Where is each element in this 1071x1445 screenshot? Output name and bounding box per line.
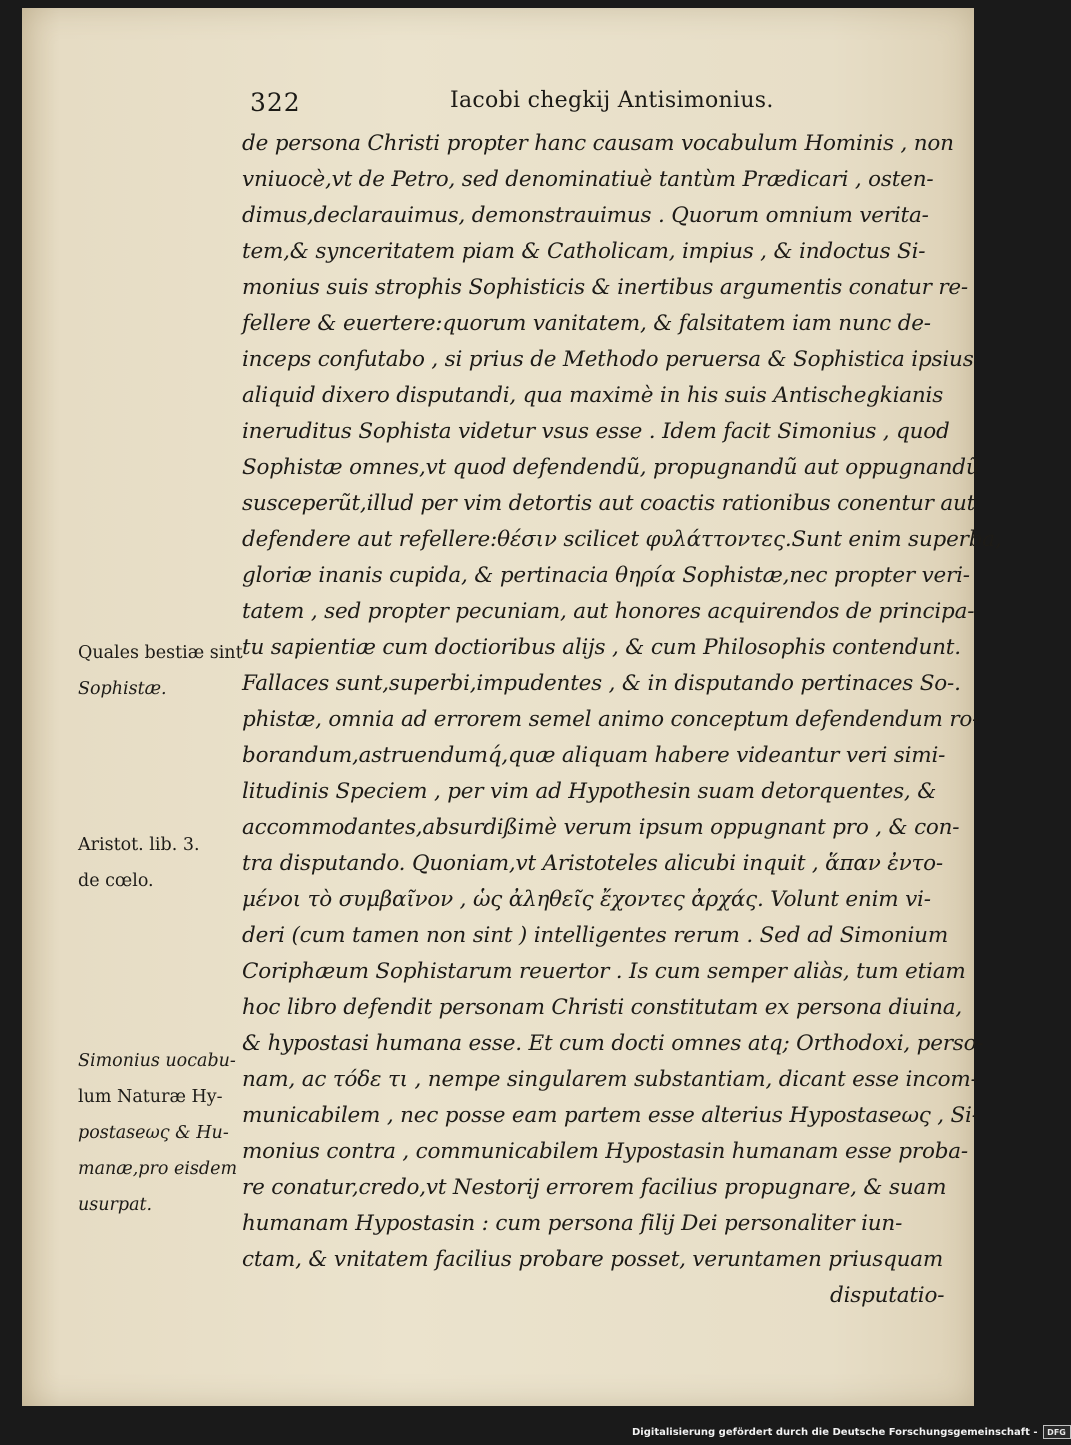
text-line: hoc libro defendit personam Christi constitutam ex persona diuina, (242, 995, 962, 1020)
margin-note-line: postaseως & Hu- (78, 1123, 229, 1143)
text-line: de persona Christi propter hanc causam vocabulum Hominis , non (242, 131, 954, 156)
margin-note-line: Simonius uocabu- (78, 1051, 236, 1071)
text-line: litudinis Speciem , per vim ad Hypothesin suam detorquentes, & (242, 779, 937, 804)
text-line: inceps confutabo , si prius de Methodo peruersa & Sophistica ipsius (242, 347, 974, 372)
margin-note-line: Quales bestiæ sint (78, 643, 243, 663)
page-number: 322 (250, 88, 301, 117)
text-line-catchword: disputatio- (830, 1283, 945, 1308)
text-line: & hypostasi humana esse. Et cum docti omnes atq; Orthodoxi, perso- (242, 1031, 984, 1056)
margin-note-line: Sophistæ. (78, 679, 167, 699)
text-line: tra disputando. Quoniam,vt Aristoteles alicubi inquit , ἅπαν ἐντο- (242, 851, 943, 876)
text-line: ctam, & vnitatem facilius probare posset, veruntamen priusquam (242, 1247, 944, 1272)
text-line: Coriphæum Sophistarum reuertor . Is cum semper aliàs, tum etiam (242, 959, 966, 984)
text-line: nam, ac τόδε τι , nempe singularem substantiam, dicant esse incom- (242, 1067, 978, 1092)
text-line: dimus,declarauimus, demonstrauimus . Quorum omnium verita- (242, 203, 929, 228)
margin-note-line: usurpat. (78, 1195, 153, 1215)
text-line: humanam Hypostasin : cum persona filij Dei personaliter iun- (242, 1211, 903, 1236)
text-line: Fallaces sunt,superbi,impudentes , & in disputando pertinaces So-. (242, 671, 961, 696)
page-header (250, 88, 780, 128)
dfg-logo-icon: DFG (1043, 1425, 1071, 1439)
text-line: fellere & euertere:quorum vanitatem, & falsitatem iam nunc de- (242, 311, 931, 336)
text-line: tatem , sed propter pecuniam, aut honores acquirendos de principa- (242, 599, 975, 624)
text-line: monius contra , communicabilem Hypostasin humanam esse proba- (242, 1139, 968, 1164)
text-line: μένοι τὸ συμβαῖνον , ὡς ἀληθεῖς ἔχοντες ἀρχάς. Volunt enim vi- (242, 887, 931, 912)
text-line: tu sapientiæ cum doctioribus alijs , & cum Philosophis contendunt. (242, 635, 961, 660)
digitization-footer (632, 1424, 1071, 1440)
text-line: re conatur,credo,vt Nestorij errorem facilius propugnare, & suam (242, 1175, 947, 1200)
footer-credit: Digitalisierung gefördert durch die Deutsche Forschungsgemeinschaft - (632, 1426, 1038, 1438)
text-line: susceperũt,illud per vim detortis aut coactis rationibus conentur aut (242, 491, 976, 516)
running-title: Iacobi chegkij Antisimonius. (450, 88, 774, 113)
margin-note-line: manæ,pro eisdem (78, 1159, 238, 1179)
text-line: municabilem , nec posse eam partem esse alterius Hypostaseως , Si- (242, 1103, 979, 1128)
margin-note-line: lum Naturæ Hy- (78, 1087, 223, 1107)
text-line: aliquid dixero disputandi, qua maximè in his suis Antischegkianis (242, 383, 944, 408)
text-line: vniuocè,vt de Petro, sed denominatiuè tantùm Prædicari , osten- (242, 167, 934, 192)
text-line: defendere aut refellere:θέσιν scilicet φυλάττοντες.Sunt enim superba, (242, 527, 1002, 552)
text-line: borandum,astruendumq́,quæ aliquam habere videantur veri simi- (242, 743, 946, 768)
text-line: accommodantes,absurdißimè verum ipsum oppugnant pro , & con- (242, 815, 960, 840)
text-line: Sophistæ omnes,vt quod defendendũ, propugnandũ aut oppugnandũ (242, 455, 980, 480)
margin-note-line: de cœlo. (78, 871, 154, 891)
text-line: deri (cum tamen non sint ) intelligentes rerum . Sed ad Simonium (242, 923, 949, 948)
text-line: gloriæ inanis cupida, & pertinacia θηρία Sophistæ,nec propter veri- (242, 563, 970, 588)
text-line: ineruditus Sophista videtur vsus esse . Idem facit Simonius , quod (242, 419, 950, 444)
text-line: monius suis strophis Sophisticis & inertibus argumentis conatur re- (242, 275, 968, 300)
margin-note-line: Aristot. lib. 3. (78, 835, 200, 855)
text-line: phistæ, omnia ad errorem semel animo conceptum defendendum ro- (242, 707, 980, 732)
text-line: tem,& synceritatem piam & Catholicam, impius , & indoctus Si- (242, 239, 926, 264)
